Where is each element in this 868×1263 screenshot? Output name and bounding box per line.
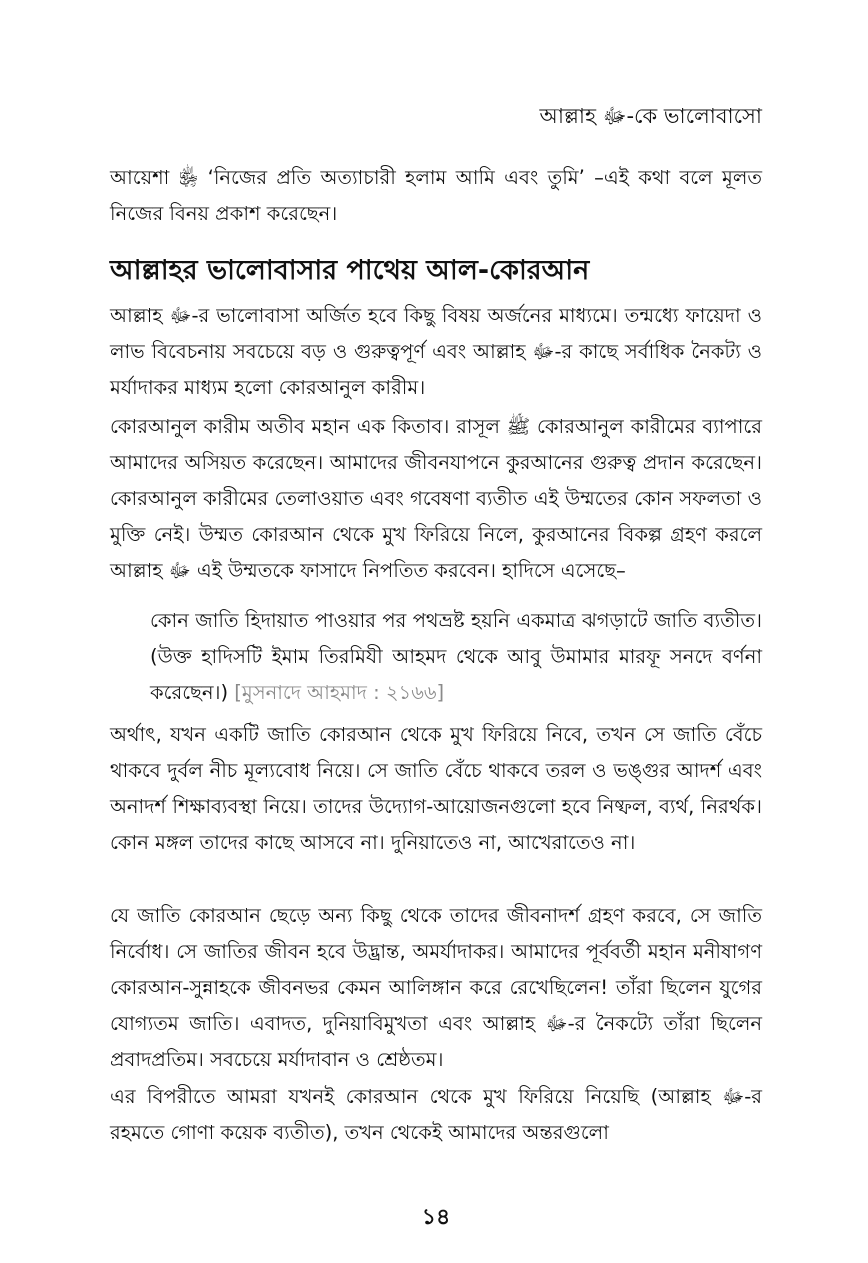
book-page — [110, 0, 762, 1263]
body-paragraph-5: এর বিপরীতে আমরা যখনই কোরআন থেকে মুখ ফিরিয়ে নিয়েছি (আল্লাহ ﷻ-র রহমতে গোণা কয়েক ব্যতীত), তখন থেকেই আমাদের অন্তরগুলো — [110, 1085, 762, 1144]
section-heading: আল্লাহর ভালোবাসার পাথেয় আল-কোরআন — [110, 255, 590, 286]
hadith-quote — [150, 603, 762, 711]
body-paragraph-4: যে জাতি কোরআন ছেড়ে অন্য কিছু থেকে তাদের জীবনাদর্শ গ্রহণ করবে, সে জাতি নির্বোধ। সে জাতির জীবন হবে উদ্ভ্রান্ত, অমর্যাদাকর। আমাদের পূর্ববর্তী মহান মনীষাগণ কোরআন-সুন্নাহকে জীবনভর কেমন আলিঙ্গান করে রেখেছিলেন! তাঁরা ছিলেন যুগের যোগ্যতম জাতি। এবাদত, দুনিয়াবিমুখতা এবং আল্লাহ ﷻ-র নৈকট্যে তাঁরা ছিলেন প্রবাদপ্রতিম। সবচেয়ে মর্যাদাবান ও শ্রেষ্ঠতম। — [110, 904, 762, 1071]
intro-paragraph: আয়েশা ﵂ ‘নিজের প্রতি অত্যাচারী হলাম আমি এবং তুমি’ –এই কথা বলে মূলত নিজের বিনয় প্রকাশ করেছেন। — [110, 166, 762, 225]
hadith-quote-text: কোন জাতি হিদায়াত পাওয়ার পর পথভ্রষ্ট হয়নি একমাত্র ঝগড়াটে জাতি ব্যতীত। (উক্ত হাদিসটি ইমাম তিরমিযী আহমদ থেকে আবু উমামার মারফূ সনদে বর্ণনা করেছেন।) — [150, 609, 762, 704]
running-header: আল্লাহ ﷻ-কে ভালোবাসো — [539, 104, 762, 128]
body-paragraph-2: কোরআনুল কারীম অতীব মহান এক কিতাব। রাসূল ﷺ কোরআনুল কারীমের ব্যাপারে আমাদের অসিয়ত করেছেন। আমাদের জীবনযাপনে কুরআনের গুরুত্ব প্রদান করেছেন। কোরআনুল কারীমের তেলাওয়াত এবং গবেষণা ব্যতীত এই উম্মতের কোন সফলতা ও মুক্তি নেই। উম্মত কোরআন থেকে মুখ ফিরিয়ে নিলে, কুরআনের বিকল্প গ্রহণ করলে আল্লাহ ﷻ এই উম্মতকে ফাসাদে নিপতিত করবেন। হাদিসে এসেছে– — [110, 415, 762, 582]
page-number: ১৪ — [421, 1205, 451, 1230]
body-paragraph-1: আল্লাহ ﷻ-র ভালোবাসা অর্জিত হবে কিছু বিষয় অর্জনের মাধ্যমে। তন্মধ্যে ফায়েদা ও লাভ বিবেচনায় সবচেয়ে বড় ও গুরুত্বপূর্ণ এবং আল্লাহ ﷻ-র কাছে সর্বাধিক নৈকট্য ও মর্যাদাকর মাধ্যম হলো কোরআনুল কারীম। — [110, 304, 762, 399]
hadith-citation: [মুসনাদে আহমাদ : ২১৬৬] — [234, 681, 445, 704]
body-paragraph-3: অর্থাৎ, যখন একটি জাতি কোরআন থেকে মুখ ফিরিয়ে নিবে, তখন সে জাতি বেঁচে থাকবে দুর্বল নীচ মূল্যবোধ নিয়ে। সে জাতি বেঁচে থাকবে তরল ও ভঙ্গুর আদর্শ এবং অনাদর্শ শিক্ষাব্যবস্থা নিয়ে। তাদের উদ্যোগ-আয়োজনগুলো হবে নিষ্ফল, ব্যর্থ, নিরর্থক। কোন মঙ্গল তাদের কাছে আসবে না। দুনিয়াতেও না, আখেরাতেও না। — [110, 723, 762, 854]
